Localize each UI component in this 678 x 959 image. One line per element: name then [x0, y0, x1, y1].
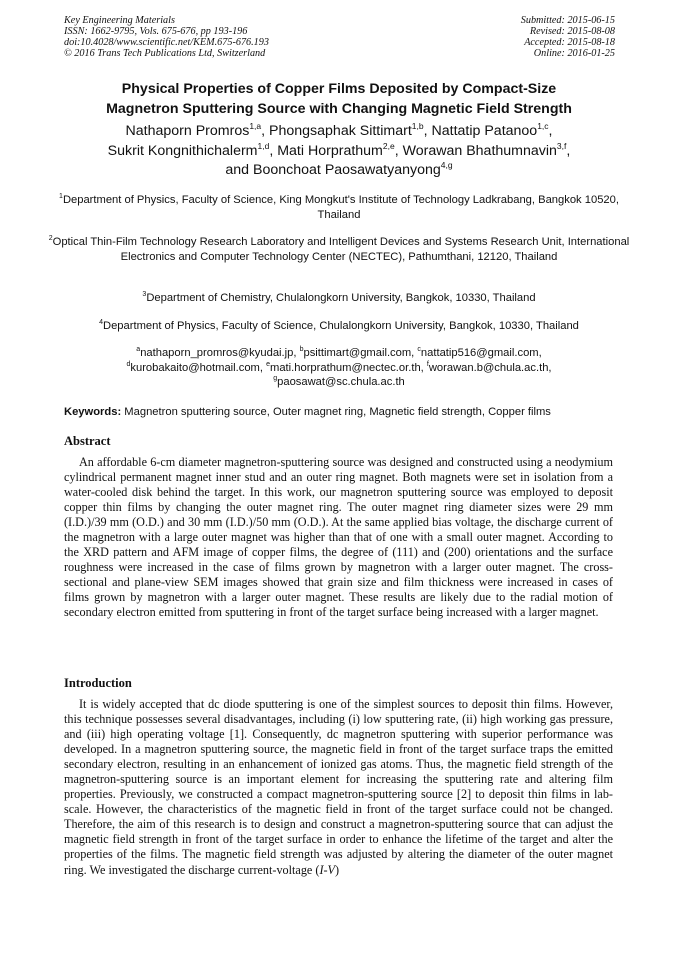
affiliation-1 — [40, 193, 638, 223]
keywords — [64, 405, 624, 420]
journal-name: Key Engineering Materials — [64, 15, 175, 26]
author-conjunction: and — [225, 162, 254, 178]
introduction-body: It is widely accepted that dc diode sputtering is one of the simplest sources to deposit thin films. However, this technique possesses several disadvantages, including (i) low sputtering rate, (ii) high working gas pressure, and (iii) high operating voltage [1]. Consequently, dc magnetron sputtering with superior performance was developed. In a magnetron sputtering source, the magnetic field in front of the target surface traps the emitted secondary electron, resulting in an enhancement of ionized gas atoms. Thus, the magnetic field strength of the magnetron-sputtering source is an important element for increasing the sputtering rate and altering film properties. Previously, we constructed a compact magnetron-sputtering source [2] to deposit thin films in lab-scale. However, the characteristics of the magnetic field in front of the target surface could not be changed. Therefore, the aim of this research is to design and construct a magnetron-sputtering source that can adjust the magnetic field strength in front of the target surface in order to enhance the lifetime of the target and alter the properties of the films. The magnetic field strength was adjusted by altering the diameter of the outer magnet ring. We investigated the discharge current-voltage ( — [64, 697, 613, 877]
author-affiliation-mark: 2,e — [382, 140, 395, 151]
introduction-text — [64, 697, 613, 878]
keywords-text: Magnetron sputtering source, Outer magnet ring, Magnetic field strength, Copper films — [121, 406, 551, 418]
author-line-3 — [30, 161, 648, 181]
author-separator: , — [423, 123, 432, 139]
journal-header-right — [521, 15, 615, 59]
author-name: Phongsaphak Sittimart — [269, 123, 412, 139]
author-name: Nathaporn Promros — [125, 123, 250, 139]
email-mark: f — [426, 360, 429, 368]
email-mark: g — [273, 375, 278, 382]
affiliation-number: 1 — [59, 193, 63, 200]
journal-copyright: © 2016 Trans Tech Publications Ltd, Switzerland — [64, 48, 266, 59]
date-accepted: Accepted: 2015-08-18 — [524, 37, 615, 48]
email-mark: d — [126, 360, 131, 368]
abstract-text: An affordable 6-cm diameter magnetron-sputtering source was designed and constructed using a neodymium cylindrical permanent magnet inner stud and an outer ring magnet. Both magnets were set in isolation from a water-cooled disk behind the target. In this work, our magnetron sputtering source was employed to deposit copper thin films by changing the outer magnet ring. The outer magnet ring diameter sizes were 29 mm (I.D.)/39 mm (O.D.) and 30 mm (I.D.)/50 mm (O.D.). At the same applied bias voltage, the discharge current of the magnetron with a large outer magnet was higher than that of one with a small outer magnet. According to the XRD pattern and AFM image of copper films, the degree of (111) and (200) orientations and the surface roughness were increased in the case of films grown by magnetron with a larger outer magnet. The cross-sectional and plane-view SEM images showed that grain size and film thickness were increased in cases of films grown by magnetron with a larger outer magnet. These results are likely due to the radial motion of secondary electron emitted from sputtering in front of the target surface being increased with a larger magnet. — [64, 455, 613, 620]
email-mark: e — [266, 360, 271, 368]
author-name: Worawan Bhathumnavin — [402, 142, 557, 159]
journal-issn: ISSN: 1662-9795, Vols. 675-676, pp 193-196 — [64, 26, 248, 37]
email-link[interactable]: mati.horprathum@nectec.or.th, — [270, 361, 427, 374]
affiliation-4 — [40, 319, 638, 334]
email-mark: a — [136, 346, 141, 353]
title-line-2: Magnetron Sputtering Source with Changing Magnetic Field Strength — [106, 101, 572, 117]
paper-title — [40, 79, 638, 119]
author-separator: , — [394, 142, 403, 159]
affiliation-3 — [40, 291, 638, 306]
journal-header-left — [64, 15, 269, 59]
author-list — [30, 122, 648, 181]
introduction-tail: ) — [335, 862, 340, 877]
author-name: Nattatip Patanoo — [431, 123, 538, 139]
affiliation-text: Optical Thin-Film Technology Research Laboratory and Intelligent Devices and Systems Research Unit, International Electronics and Computer Technology Center (NECTEC), Pathumthani, 12120, Thailand — [52, 236, 630, 263]
date-submitted: Submitted: 2015-06-15 — [520, 15, 615, 26]
date-online: Online: 2016-01-25 — [533, 48, 615, 59]
author-separator: , — [261, 123, 270, 139]
affiliation-number: 3 — [142, 291, 147, 298]
author-name: Boonchoat Paosawatyanyong — [253, 162, 441, 178]
author-affiliation-mark: 1,d — [257, 140, 270, 151]
email-link[interactable]: worawan.b@chula.ac.th, — [428, 361, 552, 374]
email-link[interactable]: nathaporn_promros@kyudai.jp, — [140, 347, 300, 359]
affiliation-text: Department of Physics, Faculty of Science, Chulalongkorn University, Bangkok, 10330, Thailand — [102, 320, 579, 332]
author-line-2 — [30, 142, 648, 162]
title-line-1: Physical Properties of Copper Films Deposited by Compact-Size — [121, 81, 557, 97]
affiliation-number: 2 — [48, 235, 53, 242]
author-line-1 — [30, 122, 648, 142]
affiliation-text: Department of Physics, Faculty of Science, King Mongkut's Institute of Technology Ladkrabang, Bangkok 10520, Thailand — [62, 194, 619, 221]
abstract-heading: Abstract — [64, 434, 111, 448]
affiliation-2 — [40, 235, 638, 265]
author-emails — [40, 346, 638, 390]
introduction-heading: Introduction — [64, 676, 132, 690]
author-affiliation-mark: 1,c — [537, 121, 549, 131]
author-separator: , — [548, 123, 553, 139]
author-affiliation-mark: 1,b — [411, 121, 424, 131]
affiliation-number: 4 — [99, 319, 103, 326]
author-affiliation-mark: 1,a — [249, 121, 262, 131]
introduction-italic-term: I-V — [319, 862, 335, 877]
email-link[interactable]: nattatip516@gmail.com, — [420, 347, 542, 359]
author-name: Mati Horprathum — [277, 142, 383, 159]
email-mark: c — [417, 346, 421, 353]
author-separator: , — [566, 142, 571, 159]
email-mark: b — [299, 346, 304, 353]
email-link[interactable]: paosawat@sc.chula.ac.th — [277, 376, 405, 388]
date-revised: Revised: 2015-08-08 — [529, 26, 615, 37]
journal-doi: doi:10.4028/www.scientific.net/KEM.675-676.193 — [64, 37, 269, 48]
author-affiliation-mark: 3,f — [556, 140, 567, 151]
author-affiliation-mark: 4,g — [440, 160, 453, 170]
author-separator: , — [269, 142, 278, 159]
author-name: Sukrit Kongnithichalerm — [107, 142, 258, 159]
email-link[interactable]: psittimart@gmail.com, — [303, 347, 418, 359]
email-link[interactable]: kurobakaito@hotmail.com, — [130, 361, 267, 374]
keywords-label: Keywords: — [64, 406, 122, 418]
email-line-3 — [40, 375, 638, 390]
email-line-2 — [40, 361, 638, 376]
affiliation-text: Department of Chemistry, Chulalongkorn University, Bangkok, 10330, Thailand — [146, 292, 536, 304]
email-line-1 — [40, 346, 638, 361]
